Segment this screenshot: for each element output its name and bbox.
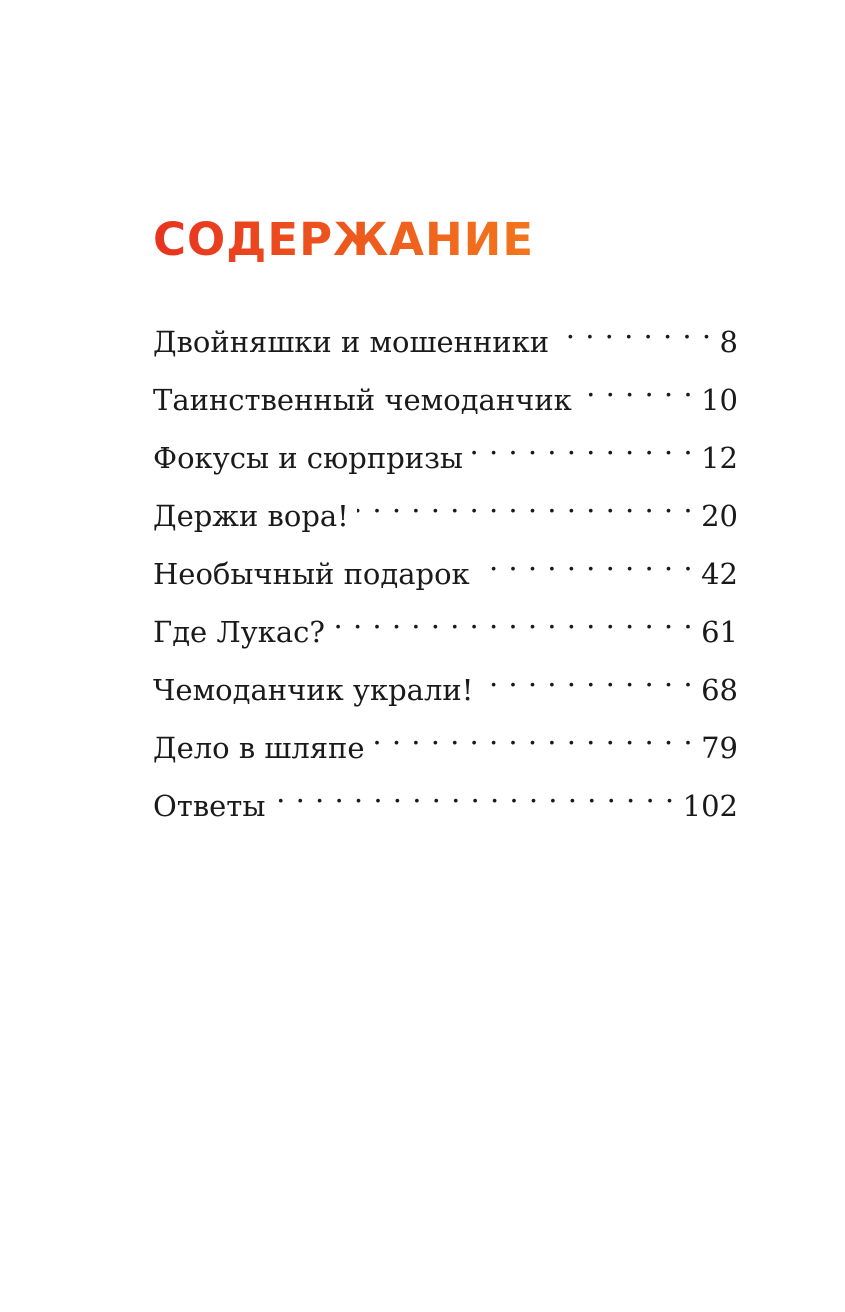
- toc-entry: [153, 652, 738, 710]
- toc-entry-title: Фокусы и сюрпризы: [153, 441, 463, 475]
- toc-page-number: 79: [701, 731, 738, 765]
- toc-page-number: 68: [701, 673, 738, 707]
- dot-leader: [273, 768, 674, 816]
- toc-page-number: 61: [701, 615, 738, 649]
- dot-leader: [333, 594, 693, 642]
- dot-leader: [481, 652, 693, 700]
- dot-leader: [580, 362, 693, 410]
- toc-heading: СОДЕРЖАНИЕ: [153, 213, 535, 266]
- toc-page-number: 102: [682, 789, 738, 823]
- toc-page-number: 20: [701, 499, 738, 533]
- toc-entry-title: Держи вора!: [153, 499, 349, 533]
- dot-leader: [471, 420, 693, 468]
- toc-entry: [153, 768, 738, 826]
- toc-entry: [153, 304, 738, 362]
- toc-entry-title: Двойняшки и мошенники: [153, 325, 550, 359]
- toc-page-number: 12: [701, 441, 738, 475]
- toc-entry: [153, 594, 738, 652]
- dot-leader: [373, 710, 694, 758]
- toc-entry: [153, 362, 738, 420]
- toc-entry-title: Ответы: [153, 789, 266, 823]
- toc-page-number: 42: [701, 557, 738, 591]
- toc-page-number: 10: [701, 383, 738, 417]
- toc-entry: [153, 710, 738, 768]
- toc-entry-title: Чемоданчик украли!: [153, 673, 474, 707]
- dot-leader: [557, 304, 711, 352]
- toc-page-number: 8: [719, 325, 738, 359]
- toc-entry: [153, 478, 738, 536]
- toc-entry: [153, 536, 738, 594]
- toc-list: [153, 304, 738, 826]
- dot-leader: [357, 478, 693, 526]
- dot-leader: [478, 536, 693, 584]
- toc-entry-title: Где Лукас?: [153, 615, 325, 649]
- toc-entry-title: Таинственный чемоданчик: [153, 383, 572, 417]
- toc-entry-title: Необычный подарок: [153, 557, 470, 591]
- toc-entry-title: Дело в шляпе: [153, 731, 365, 765]
- toc-entry: [153, 420, 738, 478]
